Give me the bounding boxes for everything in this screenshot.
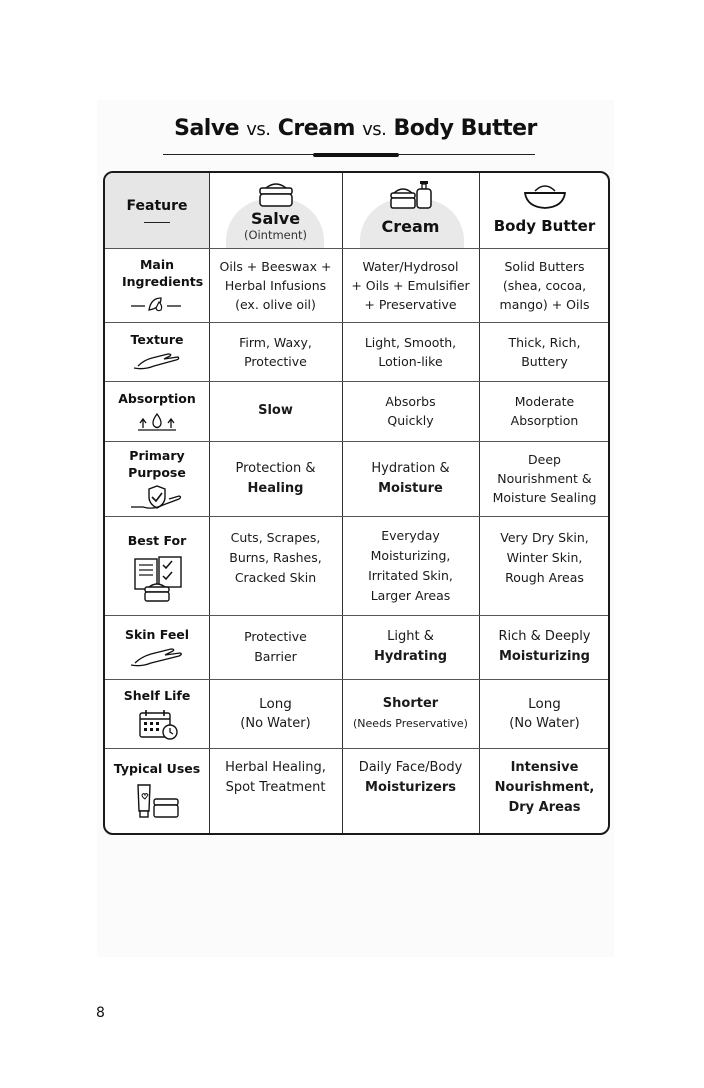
salve-shelf-life xyxy=(209,679,342,748)
butter-skin-feel xyxy=(479,615,610,679)
tube-jar-icon xyxy=(132,781,182,821)
title-vs-1: vs. xyxy=(246,119,271,140)
feature-label: Shelf Life xyxy=(123,688,191,703)
cream-best-for xyxy=(342,516,479,615)
feature-main-ingredients xyxy=(105,248,209,322)
cell-line: Burns, Rashes, xyxy=(229,550,322,565)
cell-line: Very Dry Skin, xyxy=(500,530,589,545)
salve-typical-uses xyxy=(209,748,342,833)
feature-label: Skin Feel xyxy=(124,626,190,642)
cell-line: Deep xyxy=(528,452,561,467)
title-cream: Cream xyxy=(277,116,355,141)
hand-icon xyxy=(127,647,187,669)
page-number: 8 xyxy=(96,1005,105,1021)
cell-line: Moisturizers xyxy=(365,780,456,795)
cell-line: Intensive xyxy=(510,760,579,775)
calendar-clock-icon xyxy=(132,708,182,740)
feature-absorption xyxy=(105,381,209,441)
cell-line: Daily Face/Body xyxy=(358,760,463,775)
feature-label: Main Ingredients xyxy=(122,257,204,289)
cell-line: Protective xyxy=(244,629,307,644)
cell-line: Water/Hydrosol xyxy=(362,258,459,274)
salve-jar-icon xyxy=(254,179,298,209)
cream-typical-uses xyxy=(342,748,479,833)
cell-line: Herbal Healing, xyxy=(225,760,326,775)
cell-line: Everyday xyxy=(381,527,440,543)
cream-texture xyxy=(342,322,479,381)
butter-main-ingredients xyxy=(479,248,610,322)
cell-line: Protective xyxy=(244,353,307,369)
title-salve: Salve xyxy=(174,116,240,141)
feature-primary-purpose xyxy=(105,441,209,516)
cell-line: Slow xyxy=(258,403,293,418)
cell-line: Buttery xyxy=(521,353,568,369)
cell-line: Protection & xyxy=(235,460,316,476)
cell-line: Absorption xyxy=(510,413,579,428)
cell-line: (No Water) xyxy=(240,715,311,731)
cell-line: (shea, cocoa, xyxy=(502,277,587,293)
cell-line: Rough Areas xyxy=(505,570,584,585)
feature-skin-feel xyxy=(105,615,209,679)
hand-icon xyxy=(130,352,184,372)
cell-line: Nourishment & xyxy=(497,471,592,486)
feature-label: Typical Uses xyxy=(113,761,201,776)
butter-best-for xyxy=(479,516,610,615)
cell-line: Moisture Sealing xyxy=(492,490,597,505)
butter-shelf-life xyxy=(479,679,610,748)
butter-texture xyxy=(479,322,610,381)
cell-line: Rich & Deeply xyxy=(498,629,591,644)
salve-skin-feel xyxy=(209,615,342,679)
cell-line: Healing xyxy=(247,480,304,496)
cream-jar-pump-icon xyxy=(386,179,436,211)
cell-line: Lotion-like xyxy=(378,353,443,369)
header-salve-sub: (Ointment) xyxy=(243,228,308,242)
cell-line: Long xyxy=(259,695,292,712)
cell-line: Spot Treatment xyxy=(225,780,326,795)
header-cream xyxy=(342,173,479,248)
feature-best-for xyxy=(105,516,209,615)
feature-texture xyxy=(105,322,209,381)
cell-line: Quickly xyxy=(387,413,434,428)
butter-absorption xyxy=(479,381,610,441)
checklist-jar-icon xyxy=(129,555,185,603)
feature-label: Absorption xyxy=(118,390,196,406)
cell-line: Hydrating xyxy=(373,649,448,664)
cream-absorption xyxy=(342,381,479,441)
cream-main-ingredients xyxy=(342,248,479,322)
cell-line: Hydration & xyxy=(371,460,450,476)
salve-best-for xyxy=(209,516,342,615)
butter-typical-uses xyxy=(479,748,610,833)
leaf-drop-icon xyxy=(129,294,185,314)
butter-bowl-icon xyxy=(519,179,571,211)
drop-arrows-icon xyxy=(132,411,182,433)
cell-line: Solid Butters xyxy=(504,258,585,274)
comparison-table xyxy=(103,171,610,835)
shield-hand-icon xyxy=(129,485,185,511)
feature-label: Best For xyxy=(127,533,187,548)
salve-primary-purpose xyxy=(209,441,342,516)
cell-line: Larger Areas xyxy=(370,587,451,603)
feature-shelf-life xyxy=(105,679,209,748)
cream-primary-purpose xyxy=(342,441,479,516)
cell-line: Moisturizing, xyxy=(370,547,451,563)
cell-line: (ex. olive oil) xyxy=(235,296,316,312)
cell-line: Light, Smooth, xyxy=(364,334,457,350)
cream-shelf-life xyxy=(342,679,479,748)
cell-line: Herbal Infusions xyxy=(224,277,327,293)
cream-skin-feel xyxy=(342,615,479,679)
butter-primary-purpose xyxy=(479,441,610,516)
cell-line: Firm, Waxy, xyxy=(239,334,312,350)
cell-line: Cuts, Scrapes, xyxy=(230,530,321,545)
title-underline-accent xyxy=(313,153,399,157)
header-salve-label: Salve xyxy=(250,209,301,228)
cell-line: + Preservative xyxy=(364,296,457,312)
feature-label: Texture xyxy=(130,332,184,347)
salve-absorption xyxy=(209,381,342,441)
header-feature-rule xyxy=(144,222,170,224)
cell-line: Moderate xyxy=(514,394,575,409)
cell-line: Winter Skin, xyxy=(506,550,583,565)
cell-line: Barrier xyxy=(254,649,297,664)
cell-line: Light & xyxy=(387,629,434,644)
cell-line: Irritated Skin, xyxy=(368,567,453,583)
header-feature xyxy=(105,173,209,248)
salve-texture xyxy=(209,322,342,381)
feature-typical-uses xyxy=(105,748,209,833)
cell-line: (Needs Preservative) xyxy=(353,716,468,730)
title-vs-2: vs. xyxy=(362,119,387,140)
cell-line: + Oils + Emulsifier xyxy=(351,277,470,293)
cell-line: mango) + Oils xyxy=(499,296,590,312)
header-body-butter xyxy=(479,173,610,248)
cell-line: Moisturizing xyxy=(499,649,590,664)
cell-line: Dry Areas xyxy=(508,800,581,815)
header-salve xyxy=(209,173,342,248)
cell-line: Nourishment, xyxy=(494,780,595,795)
cell-line: Long xyxy=(528,695,561,712)
cell-line: Shorter xyxy=(382,695,439,711)
header-cream-label: Cream xyxy=(381,217,440,236)
cell-line: Moisture xyxy=(378,480,443,496)
feature-label: Primary Purpose xyxy=(128,447,186,480)
cell-line: Thick, Rich, xyxy=(508,334,581,350)
header-body-butter-label: Body Butter xyxy=(493,217,596,235)
salve-main-ingredients xyxy=(209,248,342,322)
cell-line: Oils + Beeswax + xyxy=(219,258,332,274)
page-title xyxy=(97,116,614,141)
cell-line: (No Water) xyxy=(509,715,580,731)
cell-line: Cracked Skin xyxy=(234,570,317,585)
title-body-butter: Body Butter xyxy=(393,116,537,141)
header-feature-label: Feature xyxy=(126,197,188,214)
cell-line: Absorbs xyxy=(385,394,436,409)
